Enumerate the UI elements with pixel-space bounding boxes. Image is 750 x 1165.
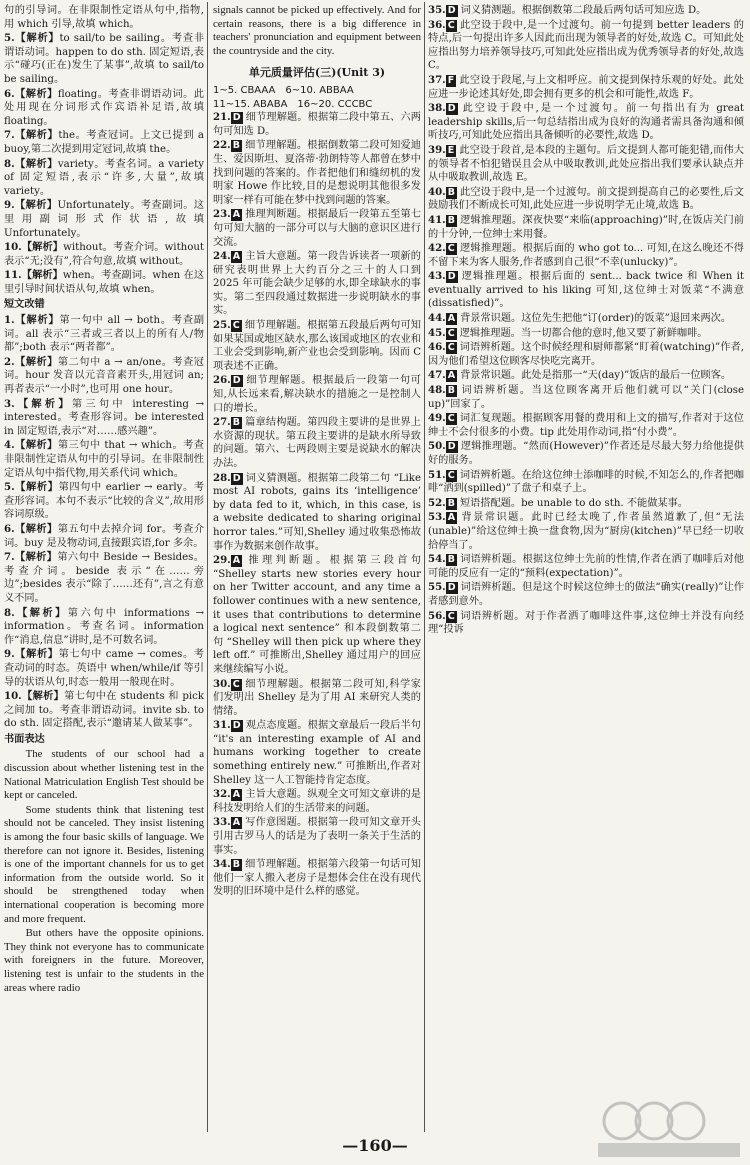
question-number: 29. [213, 554, 231, 567]
question-number: 43. [428, 270, 446, 283]
section-heading: 短文改错 [4, 298, 45, 311]
answer-item [213, 111, 421, 138]
question-number: 48. [428, 384, 446, 397]
item-number: 6. [4, 87, 15, 100]
answer-key-line: 1~5. CBAAA 6~10. ABBAA [213, 84, 354, 96]
explanation-item [4, 88, 204, 129]
explanation-text: 背景常识题。此处是指那一“天(day)”饭店的最后一位顾客。 [460, 370, 732, 382]
answer-badge: D [232, 720, 241, 732]
explanation-text: 此空设于段中,是一个过渡句。前一句提到 better leaders 的特点,后一句提出许多人因此而出现为领导者的好处,故选 C。可知此处应指出努力培养领导技巧,可知此处应指出成为优秀领导者的好处,故选 C。 [428, 19, 744, 72]
explanation-text: 第六句中 Beside → Besides。考查介词。beside 表示“在……旁边”;besides 表示“除了……还有”,言之有意义不同。 [4, 552, 204, 604]
explanation-text: 篇章结构题。第四段主要讲的是世界上水资源的现状。第五段主要讲的是缺水所导致的问题。第六、七两段则主要是说缺水的解决办法。 [213, 417, 421, 469]
explanation-text: 句的引导词。在非限制性定语从句中,指物,用 which 引导,故填 which。 [4, 5, 204, 30]
question-number: 35. [428, 4, 446, 16]
explanation-text: 主旨大意题。第一段告诉读者一项新的研究表明世界上大约百分之三十的人口到 2025 年可能会缺少足够的水,即全球缺水的事实。第二至四段通过数据进一步说明缺水的事实。 [213, 251, 421, 317]
question-number: 45. [428, 326, 446, 339]
answer-item [428, 384, 744, 411]
question-number: 54. [428, 553, 446, 566]
explanation-text: 主旨大意题。纵观全文可知文章讲的是科技发明给人们的生活带来的问题。 [213, 789, 421, 814]
column-right [428, 4, 744, 638]
answer-badge: A [232, 209, 241, 221]
answer-item [428, 102, 744, 143]
essay-continuation: signals cannot be picked up effectively. And for certain reasons, there is a big difference in teachers' pronunciation and equipment between the countryside and the city. [213, 4, 421, 57]
answer-item [428, 369, 744, 383]
explanation-item [4, 690, 204, 731]
answer-badge: B [447, 214, 455, 226]
item-number: 2. [4, 355, 15, 368]
question-number: 31. [213, 719, 231, 732]
answer-item [428, 214, 744, 241]
explanation-item [4, 4, 204, 31]
answer-badge: B [232, 859, 240, 871]
question-number: 53. [428, 511, 446, 524]
answer-badge: C [447, 413, 455, 425]
item-number: 11. [4, 269, 22, 282]
analysis-tag: 【解析】 [14, 314, 60, 327]
answer-item [213, 472, 421, 554]
item-number: 7. [4, 551, 15, 564]
item-number: 3. [4, 397, 15, 410]
answer-item [428, 144, 744, 185]
explanation-text: 逻辑推理题。深夜快要“来临(approaching)”时,在饭店关门前的十分钟,一位绅士来用餐。 [428, 214, 744, 240]
essay-paragraph: But others have the opposite opinions. They think not everyone has to communicate with foreigners in the future. Moreover, listening test is unfair to the students in the areas where radio [4, 927, 204, 994]
explanation-text: 词语辨析题。但是这个时候这位绅士的做法“确实(really)”让作者感到意外。 [428, 582, 744, 607]
analysis-tag: 【解析】 [14, 397, 72, 410]
answer-badge: C [447, 327, 455, 339]
item-number: 5. [4, 481, 15, 494]
answer-item [428, 270, 744, 311]
answer-badge: C [447, 342, 455, 354]
answer-badge: D [232, 375, 241, 387]
question-number: 55. [428, 581, 446, 594]
explanation-item [4, 241, 204, 268]
question-number: 52. [428, 496, 446, 509]
explanation-item [4, 439, 204, 480]
answer-item [213, 678, 421, 719]
answer-item [428, 4, 744, 18]
item-number: 10. [4, 690, 22, 703]
explanation-text: 第五句中去掉介词 for。考查介词。buy 是及物动词,直接跟宾语,for 多余。 [4, 523, 205, 549]
question-number: 42. [428, 242, 446, 255]
question-number: 49. [428, 412, 446, 425]
explanation-text: 此空设于段中,是一个过渡句。前一句指出有为 great leadership skills,后一句总结指出成为良好的沟通者需具备沟通和倾听技巧,可知此处应指出具备倾听的必要性,故选 D。 [428, 103, 744, 142]
explanation-text: 细节理解题。根据第二段中第五、六两句可知选 D。 [213, 112, 421, 137]
question-number: 28. [213, 471, 231, 484]
question-number: 39. [428, 143, 446, 156]
answer-item [213, 816, 421, 857]
item-number: 6. [4, 522, 15, 535]
explanation-text: 逻辑推理题。根据后面的 who got to... 可知,在这么晚还不得不留下来为客人服务,作者感到自己很“不幸(unlucky)”。 [428, 243, 744, 268]
explanation-item [4, 648, 204, 689]
explanation-item [4, 158, 204, 199]
explanation-text: 逻辑推理题。当一切都合他的意时,他又要了新鲜咖啡。 [459, 327, 708, 339]
explanation-text: 第四句中 earlier → early。考查形容词。本句不表示“比较的含义”,故用形容词原级。 [4, 482, 205, 521]
answer-badge: C [447, 610, 455, 622]
analysis-tag: 【解析】 [14, 199, 58, 212]
answer-item [213, 139, 421, 207]
column-left [4, 4, 204, 996]
explanation-text: 逻辑推理题。根据后面的 sent... back twice 和 When it eventually arrived to his liking 可知,这位绅士对饭菜“不满意(dissatisfied)”。 [428, 271, 744, 310]
explanation-text: Unfortunately。考查副词。这里用副词形式作状语,故填 Unfortunately。 [4, 200, 204, 239]
answer-badge: B [447, 497, 455, 509]
analysis-tag: 【解析】 [14, 481, 59, 494]
item-number: 9. [4, 648, 15, 661]
explanation-text: 第七句中在 students 和 pick 之间加 to。考查非谓语动词。invite sb. to do sth. 固定搭配,表示“邀请某人做某事”。 [4, 691, 204, 730]
question-number: 41. [428, 213, 446, 226]
answer-item [213, 250, 421, 318]
explanation-item [4, 551, 204, 605]
question-number: 23. [213, 208, 231, 221]
answer-badge: B [232, 417, 240, 429]
answer-item [213, 416, 421, 470]
question-number: 33. [213, 816, 231, 829]
question-number: 38. [428, 102, 446, 115]
answer-badge: D [447, 441, 456, 453]
answer-badge: C [447, 469, 455, 481]
answer-item [428, 74, 744, 101]
explanation-text: 词语辨析题。当这位顾客离开后他们就可以“关门(close up)”回家了。 [428, 385, 744, 410]
answer-item [213, 374, 421, 415]
answer-badge: D [447, 103, 456, 115]
answer-item [213, 788, 421, 815]
answer-item [428, 581, 744, 608]
answer-badge: D [447, 271, 456, 283]
explanation-item [4, 481, 204, 522]
essay-paragraph: The students of our school had a discussion about whether listening test in the National Matriculation English Test should be kept or canceled. [4, 748, 204, 802]
explanation-text: 细节理解题。根据最后一段第一句可知,从长远来看,解决缺水的措施之一是控制人口的增长。 [213, 375, 421, 414]
question-number: 40. [428, 185, 446, 198]
explanation-item [4, 32, 204, 86]
question-number: 25. [213, 319, 231, 332]
explanation-text: 词语辨析题。对于作者洒了咖啡这件事,这位绅士并没有向经理“投诉 [428, 610, 744, 636]
section-heading: 书面表达 [4, 732, 45, 745]
answer-key-line: 11~15. ABABA 16~20. CCCBC [213, 98, 373, 110]
explanation-text: 词语辨析题。这个时候经理和厨师都紧“盯着(watching)”作者,因为他们希望这位顾客尽快吃完离开。 [428, 342, 744, 367]
explanation-text: 写作意图题。根据第一段可知文章开头引用古罗马人的话是为了表明一条关于生活的事实。 [213, 817, 421, 856]
explanation-text: 第一句中 all → both。考查副词。all 表示“三者或三者以上的所有人/物都”;both 表示“两者都”。 [4, 315, 205, 354]
question-number: 26. [213, 374, 231, 387]
explanation-text: 词义猜测题。根据第二段第二句 “Like most AI robots, gains its ‘intelligence’ by data fed to it, which, in this case, is a website dedicated to sharing original horror tales.”可知,Shelley 通过收集恐怖故事作为数据来创作故事。 [213, 472, 421, 552]
explanation-text: 此空设于段尾,与上文相呼应。前文提到保持乐观的好处。此处应进一步论述其好处,即会拥有更多的机会和可能性,故选 F。 [428, 74, 744, 100]
answer-badge: B [447, 554, 455, 566]
answer-badge: A [232, 555, 241, 567]
analysis-tag: 【解析】 [14, 129, 59, 142]
answer-badge: F [447, 74, 455, 86]
explanation-text: to sail/to be sailing。考查非谓语动词。happen to do sth. 固定短语,表示“碰巧(正在)发生了某事”,故填 to sail/to be sailing。 [4, 33, 205, 85]
answer-item [428, 19, 744, 73]
answer-badge: E [447, 144, 455, 156]
answer-item [213, 319, 421, 373]
answer-item [213, 858, 421, 899]
explanation-text: 词汇复现题。根据顾客用餐的费用和上文的描写,作者对于这位绅士不会付很多的小费。tip 此处用作动词,指“付小费”。 [428, 413, 744, 438]
answer-item [213, 719, 421, 787]
explanation-item [4, 398, 204, 439]
analysis-tag: 【解析】 [21, 269, 63, 282]
analysis-tag: 【解析】 [14, 355, 58, 368]
analysis-tag: 【解析】 [14, 157, 58, 170]
analysis-tag: 【解析】 [14, 87, 58, 100]
explanation-text: 细节理解题。根据倒数第二段可知爱迪生、爱因斯坦、夏洛蒂·勃朗特等人都曾在梦中找到问题的答案的。作者把他们和缝纫机的发明家 Howe 作比较,目的是想说明其他很多发明家一样有可能在梦中找到问题的答案。 [213, 140, 421, 206]
answer-badge: A [447, 313, 456, 325]
answer-item [428, 553, 744, 580]
item-number: 1. [4, 314, 15, 327]
answer-badge: C [447, 243, 455, 255]
item-number: 5. [4, 32, 15, 45]
explanation-text: 第二句中 a → an/one。考查冠词。hour 发音以元音音素开头,用冠词 an;再者表示“一小时”,也可用 one hour。 [4, 356, 204, 396]
question-number: 47. [428, 369, 446, 382]
explanation-text: 短语搭配题。be unable to do sth. 不能做某事。 [459, 497, 688, 509]
question-number: 22. [213, 139, 231, 152]
explanation-text: 推理判断题。根据第三段首句 “Shelley starts new stories every hour on her Twitter account, and any time a follower continues with a new sentence, it uses that contributions to determine a logical next sentence” 和本段倒数第二句 “Shelley will then pick up where they left off.” 可推断出,Shelley 通过用户的回应来继续编写小说。 [213, 555, 421, 675]
explanation-text: 此空设于段首,是本段的主题句。后文提到人都可能犯错,而伟大的领导者不怕犯错误且会从中吸取教训,此处应指出我们要承认缺点并从中吸取教训,故选 E。 [428, 144, 744, 184]
answer-badge: A [232, 817, 241, 829]
explanation-text: 细节理解题。根据第二段可知,科学家们发明出 Shelley 是为了用 AI 来研究人类的情绪。 [213, 678, 421, 717]
answer-item [428, 497, 744, 511]
answer-badge: B [447, 385, 455, 397]
analysis-tag: 【解析】 [14, 606, 68, 619]
explanation-text: 第三句中 interesting → interested。考查形容词。be interested in 固定短语,表示“对……感兴趣”。 [4, 398, 204, 437]
analysis-tag: 【解析】 [14, 551, 58, 564]
explanation-text: 词语辨析题。根据这位绅士先前的性情,作者在洒了咖啡后对他可能的反应有一定的“预料(expectation)”。 [428, 554, 744, 579]
question-number: 27. [213, 416, 231, 429]
explanation-text: when。考查副词。when 在这里引导时间状语从句,故填 when。 [4, 270, 205, 295]
explanation-text: 细节理解题。根据第五段最后两句可知如果某国或地区缺水,那么该国或地区的农业和工业会受到影响,新产业也会受到影响。因而 C 项表述不正确。 [213, 320, 421, 372]
essay-paragraph: Some students think that listening test should not be canceled. They insist listening is among the four basic skills of language. We therefore can not ignore it. Besides, listening is one of the important channels for us to get information from the outside world. So it should be strengthened today when international cooperation is becoming more and more frequent. [4, 803, 204, 925]
item-number: 4. [4, 439, 15, 452]
explanation-item [4, 269, 204, 296]
answer-item [428, 312, 744, 326]
answer-item [428, 242, 744, 269]
question-number: 36. [428, 18, 446, 31]
analysis-tag: 【解析】 [14, 648, 59, 661]
explanation-text: 细节理解题。根据第六段第一句话可知他们一家人搬入老房子是想体会住在没有现代发明的旧环境中是什么样的感觉。 [213, 859, 421, 898]
explanation-text: 推理判断题。根据最后一段第五至第七句可知大脑的一部分可以与大脑的意识区进行交流。 [213, 209, 421, 248]
question-number: 37. [428, 73, 446, 86]
item-number: 10. [4, 241, 22, 254]
item-number: 9. [4, 199, 15, 212]
answer-badge: B [447, 186, 455, 198]
answer-item [428, 440, 744, 467]
answer-badge: C [232, 678, 240, 690]
answer-item [428, 511, 744, 552]
answer-badge: D [232, 112, 241, 124]
explanation-text: 第三句中 that → which。考查非限制性定语从句中的引导词。在非限制性定语从句中指代物,用关系代词 which。 [4, 440, 204, 479]
watermark-logo [594, 1097, 744, 1159]
question-number: 32. [213, 788, 231, 801]
question-number: 56. [428, 609, 446, 622]
explanation-text: floating。考查非谓语动词。此处用现在分词形式作宾语补足语,故填 floating。 [4, 88, 205, 127]
column-divider [424, 2, 425, 1132]
question-number: 34. [213, 858, 231, 871]
explanation-text: 此空设于段中,是一个过渡句。前文提到提高自己的必要性,后文鼓励我们不断成长可知,此处应进一步说明学无止境,故选 B。 [428, 186, 744, 212]
explanation-item [4, 607, 204, 648]
question-number: 21. [213, 111, 231, 124]
column-middle [213, 4, 421, 900]
answer-badge: C [232, 320, 240, 332]
analysis-tag: 【解析】 [21, 690, 65, 703]
explanation-item [4, 129, 204, 156]
question-number: 51. [428, 468, 446, 481]
item-number: 7. [4, 129, 15, 142]
explanation-item [4, 199, 204, 240]
explanation-item [4, 356, 204, 397]
answer-item [213, 554, 421, 676]
analysis-tag: 【解析】 [14, 32, 60, 45]
answer-item [428, 341, 744, 368]
explanation-text: 词语辨析题。在给这位绅士添咖啡的时候,不知怎么的,作者把咖啡“洒到(spilled)”了盘子和桌子上。 [428, 469, 744, 495]
explanation-text: the。考查冠词。上文已提到 a buoy,第二次提到用定冠词,故填 the。 [4, 130, 205, 155]
answer-badge: A [447, 512, 456, 524]
explanation-text: 第六句中 informations → information。考查名词。information 作“消息,信息”讲时,是不可数名词。 [4, 607, 205, 646]
answer-item [213, 208, 421, 249]
page-number: —160— [342, 1136, 408, 1155]
explanation-text: 第七句中 came → comes。考查动词的时态。英语中 when/while/if 等引导的状语从句,时态一般用一般现在时。 [4, 649, 204, 688]
explanation-text: 逻辑推理题。“然而(However)”作者还是尽最大努力给他提供好的服务。 [428, 441, 744, 466]
answer-badge: A [232, 251, 241, 263]
question-number: 46. [428, 341, 446, 354]
item-number: 8. [4, 606, 15, 619]
question-number: 24. [213, 250, 231, 263]
answer-item [428, 469, 744, 496]
answer-item [428, 610, 744, 637]
unit-title: 单元质量评估(三)(Unit 3) [248, 66, 386, 80]
analysis-tag: 【解析】 [14, 439, 58, 452]
question-number: 50. [428, 440, 446, 453]
explanation-item [4, 523, 204, 550]
answer-badge: D [232, 472, 241, 484]
answer-badge: A [447, 370, 456, 382]
answer-badge: D [447, 582, 456, 594]
explanation-text: 观点态度题。根据文章最后一段后半句 “it's an interesting example of AI and humans working together to create something entirely new.” 可推断出,作者对 Shelley 这一人工智能持肯定态度。 [213, 720, 421, 786]
analysis-tag: 【解析】 [21, 241, 64, 254]
explanation-text: 词义猜测题。根据倒数第二段最后两句话可知应选 D。 [460, 5, 707, 16]
question-number: 44. [428, 312, 446, 325]
answer-item [428, 412, 744, 439]
item-number: 8. [4, 157, 15, 170]
answer-badge: A [232, 789, 241, 801]
analysis-tag: 【解析】 [14, 522, 58, 535]
answer-badge: B [232, 140, 240, 152]
question-number: 30. [213, 677, 231, 690]
explanation-text: 背景常识题。这位先生把他“订(order)的饭菜”退回来两次。 [460, 313, 732, 325]
explanation-item [4, 314, 204, 355]
explanation-text: 背景常识题。此时已经太晚了,作者虽然道歉了,但“无法(unable)”给这位绅士换一盘食物,因为“厨房(kitchen)”早已经一切收拾停当了。 [428, 512, 744, 551]
explanation-text: without。考查介词。without 表示“无;没有”,符合句意,故填 without。 [4, 242, 205, 267]
explanation-text: variety。考查名词。a variety of 固定短语,表示“许多,大量”,故填 variety。 [4, 158, 204, 197]
answer-item [428, 327, 744, 341]
answer-badge: D [447, 5, 456, 16]
column-divider [207, 2, 208, 1132]
answer-item [428, 186, 744, 213]
answer-badge: C [447, 19, 455, 31]
